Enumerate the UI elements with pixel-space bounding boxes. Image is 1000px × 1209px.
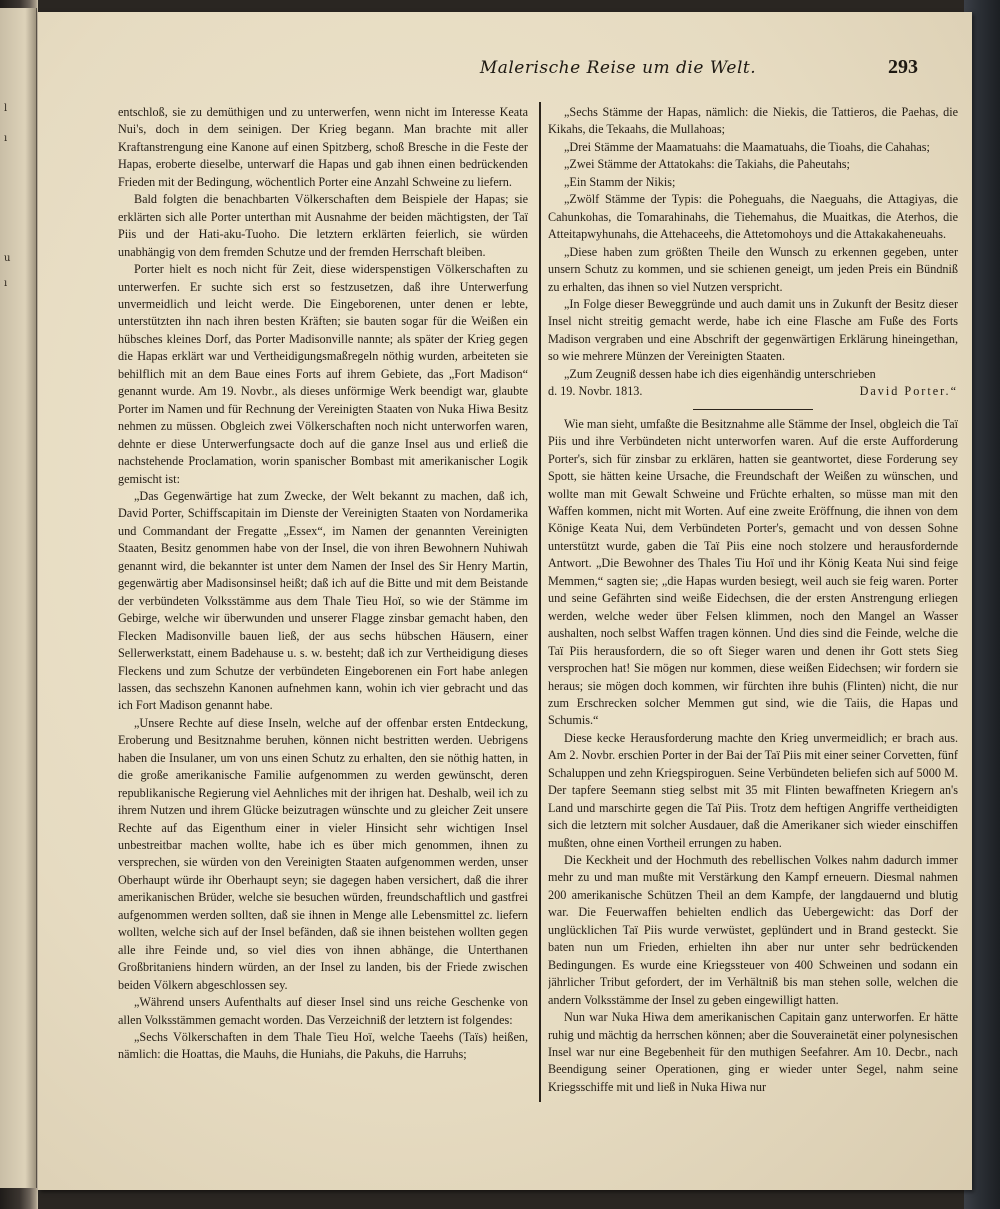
book-page <box>38 12 972 1190</box>
left-page-mark: ı <box>4 133 8 144</box>
running-title: Malerische Reise um die Welt. <box>479 58 757 78</box>
paragraph: Wie man sieht, umfaßte die Besitznahme alle Stämme der Insel, obgleich die Taï Piis und ihre Verbündeten nicht unterworfen waren. Auf die erste Aufforderung Porter's, sich für zinsbar zu erklären, hatten sie geantwortet, diese Forderung sey Spott, sie hätten keine Ursache, die Freundschaft der Weißen zu wünschen, und wollte man mit Gewalt Schweine und Früchte erhalten, so müsse man mit den Waffen kommen, nicht mit Worten. Auf eine zweite Eröffnung, die ihnen von dem Könige Keata Nui, dem Verbündeten Porter's, gemacht und von dessen Sohne unterstützt wurde, gaben die Taï Piis eine noch stolzere und herausfordernde Antwort. „Die Bewohner des Thales Tiu Hoï und ihr König Keata Nui sind feige Memmen,“ sagten sie; „die Hapas wurden besiegt, weil auch sie feig waren. Porter und seine Gefährten sind weiße Eidechsen, die der ersten Anstrengung erliegen werden, welche weder über Felsen klimmen, noch den Mangel an Wasser aushalten, noch selbst Waffen tragen können. Und dies sind die Feinde, welche die Taï Piis herausfordern, die so oft Sieger waren und denen ihr Gott stets Sieg versprochen hat! Sie mögen nur kommen, diese weißen Eidechsen; wir fordern sie heraus; sie mögen doch kommen, wir fürchten ihre buhis (Flinten) nicht, die nur zum Erschrecken solcher Memmen gut sind, wie die Taiis, die Hapas und Schumis.“ <box>548 416 958 728</box>
paragraph: „Sechs Stämme der Hapas, nämlich: die Niekis, die Tattieros, die Paehas, die Kikahs, die Tekaahs, die Mullahoas; <box>548 105 958 137</box>
paragraph: „Zum Zeugniß dessen habe ich dies eigenhändig unterschrieben <box>564 366 876 381</box>
paragraph: entschloß, sie zu demüthigen und zu unterwerfen, wenn nicht im Interesse Keata Nui's, doch in dem seinigen. Der Krieg begann. Man brachte mit aller Kraftanstrengung eine Kanone auf einen Spitzberg, schoß Bresche in die Feste der Hapas, eroberte dieselbe, unterwarf die Hapas und gab ihnen einen bedrückenden Frieden mit der Bedingung, wöchentlich Porter eine Anzahl Schweine zu liefern. <box>118 105 528 189</box>
paragraph: Die Keckheit und der Hochmuth des rebellischen Volkes nahm dadurch immer mehr zu und man mußte mit Verstärkung den Kampf erneuern. Diesmal nahmen 200 amerikanische Schützen Theil an dem Kampfe, der langdauernd und blutig war. Die Feuerwaffen behielten endlich das Uebergewicht: das Dorf der unglücklichen Taï Piis wurde verwüstet, geplündert und in Brand gesteckt. Sie baten nun um Frieden, erhielten ihn aber nur unter sehr bedrückenden Bedingungen. Es wurde eine Kriegssteuer von 400 Schweinen und sodann ein jährlicher Tribut gefordert, der im Verhältniß bis man stehen solle, welchen die andern Volksstämme der Insel zu geben eingewilligt hatten. <box>548 853 958 1007</box>
paragraph: „Zwölf Stämme der Typis: die Poheguahs, die Naeguahs, die Attagiyas, die Cahunkohas, die Tomarahinahs, die Tiehemahus, die Muaitkas, die Aterhos, die Atteitapwyhunahs, die Attehaceehs, die Attetomohoys und die Attakakaheneuahs. <box>548 192 958 242</box>
paragraph: „Unsere Rechte auf diese Inseln, welche auf der offenbar ersten Entdeckung, Eroberung und Besitznahme beruhen, können nicht bestritten werden. Uebrigens haben die Insulaner, um von uns einen Schutz zu erhalten, den sie nöthig hatten, in die große amerikanische Familie aufgenommen zu werden gewünscht, deren republikanische Regierung viel Aehnliches mit der ihrigen hat. Deshalb, weil ich zu ihrem Nutzen und ihrem Glücke beizutragen wünschte und zu gleicher Zeit unsere Rechte auf das Eigenthum einer in vieler Hinsicht sehr wichtigen Insel unbestreitbar machen wollte, habe ich es über mich genommen, ihnen zu versprechen, sie würden von den Vereinigten Staaten aufgenommen werden, unser Oberhaupt würde ihr Oberhaupt seyn; sie dagegen haben versichert, daß die ihrer amerikanischen Brüder, welche sie besuchen würden, freundschaftlich und gastfrei aufgenommen werden sollten, daß sie ihnen in Menge alle Lebensmittel zc. liefern wollten, welche sich auf der Insel befänden, daß sie ihnen beistehen wollten gegen alle ihre Feinde und, so viel dies von ihnen abhänge, die Unterthanen Großbritaniens hindern würden, an der Insel zu landen, bis der Friede zwischen beiden Völkern abgeschlossen sey. <box>118 715 528 992</box>
paragraph: „In Folge dieser Beweggründe und auch damit uns in Zukunft der Besitz dieser Insel nicht streitig gemacht werde, habe ich eine Flasche am Fuße des Forts Madison vergraben und eine Abschrift der gegenwärtigen Erklärung hineingethan, so wie mehrere Münzen der Vereinigten Staaten. <box>548 296 958 364</box>
page-number: 293 <box>888 56 918 78</box>
paragraph: „Das Gegenwärtige hat zum Zwecke, der Welt bekannt zu machen, daß ich, David Porter, Schiffscapitain im Dienste der Vereinigten Staaten von Nordamerika und Commandant der Fregatte „Essex“, im Namen der genannten Vereinigten Staaten, Besitz genommen habe von der Insel, die von ihren Bewohnern Nuhiwah genannt wird, die bekannter ist unter dem Namen der Insel des Sir Henry Martin, gegenwärtig aber Madisonsinsel heißt; daß ich auf die Bitte und mit dem Beistande der verbündeten Volksstämme aus dem Thale Tieu Hoï, so wie der Stämme im Gebirge, welche wir überwunden und unserer Flagge zinsbar gemacht haben, den Flecken Madisonville bauen ließ, der aus sechs hübschen Häusern, einer Sellerwerkstatt, einem Badehause u. s. w. besteht; daß ich zur Vertheidigung dieses Fleckens und zum Schutze der verbündeten Eingeborenen ein Fort habe anlegen lassen, das sechszehn Kanonen aufnehmen kann, wohin ich vier gebracht und das ich Fort Madison genannt habe. <box>118 488 528 713</box>
paragraph: Diese kecke Herausforderung machte den Krieg unvermeidlich; er brach aus. Am 2. Novbr. erschien Porter in der Bai der Taï Piis mit einer seiner Corvetten, fünf Schaluppen und zehn Kriegspiroguen. Seine Verbündeten beliefen sich auf 5000 M. Der tapfere Seemann stieg selbst mit 35 mit Flinten bewaffneten Kriegern an's Land und marschirte gegen die Taï Piis. Trotz dem heftigen Angriffe vertheidigten sich die letztern mit solcher Ausdauer, daß die Amerikaner sich wieder einschiffen mußten, ohne einen Vortheil errungen zu haben. <box>548 730 958 850</box>
left-page-mark: ı <box>4 278 8 289</box>
column-divider <box>539 102 541 1102</box>
paragraph: „Sechs Völkerschaften in dem Thale Tieu Hoï, welche Taeehs (Taïs) heißen, nämlich: die Hoattas, die Mauhs, die Huniahs, die Pakuhs, die Harruhs; <box>118 1030 528 1062</box>
paragraph: Nun war Nuka Hiwa dem amerikanischen Capitain ganz unterworfen. Er hätte ruhig und mächtig da herrschen können; aber die Souverainetät einer polynesischen Insel war nur eine Begebenheit für den muthigen Seefahrer. Am 10. Decbr., nach Beendigung seiner Operationen, ging er wieder unter Segel, nahm seine Kriegsschiffe mit und ließ in Nuka Hiwa nur <box>548 1010 958 1094</box>
paragraph: „Während unsers Aufenthalts auf dieser Insel sind uns reiche Geschenke von allen Volksstämmen gemacht worden. Das Verzeichniß der letztern ist folgendes: <box>118 995 528 1027</box>
paragraph: Porter hielt es noch nicht für Zeit, diese widerspenstigen Völkerschaften zu unterwerfen. Er suchte sich erst so festzusetzen, daß ihre Unterwerfung unvermeidlich und leicht werde. Die Eingeborenen, unter denen er lebte, unterstützten ihn nach ihren besten Kräften; sie bauten sogar für die Weißen ein hübsches kleines Dorf, das Porter Madisonville nannte; als später der Krieg gegen die Hapas erklärt war und Vertheidigungsmaßregeln nöthig wurden, arbeiteten sie behilflich mit an dem Baue eines Forts auf ihrem Gebiete, das „Fort Madison“ genannt wurde. Am 19. Novbr., als dieses unförmige Werk beendigt war, glaubte Porter im Namen und für Rechnung der Vereinigten Staaten von Nuka Hiwa Besitz nehmen zu müssen. Obgleich zwei Völkerschaften noch nicht unterworfen waren, dehnte er diese Unterwerfungsacte doch auf die ganze Insel aus und erließ die nachstehende Proclamation, worin spanischer Bombast mit amerikanischer Logik gemischt ist: <box>118 262 528 486</box>
left-column <box>118 104 528 1114</box>
paragraph: „Drei Stämme der Maamatuahs: die Maamatuahs, die Tioahs, die Cahahas; <box>564 139 930 154</box>
left-page-mark: l <box>4 103 8 114</box>
signature-line <box>548 383 958 400</box>
left-page-edge <box>0 8 37 1188</box>
paragraph: „Ein Stamm der Nikis; <box>564 174 676 189</box>
paragraph: „Diese haben zum größten Theile den Wunsch zu erkennen gegeben, unter unsern Schutz zu kommen, und sie schienen geneigt, um jeden Preis ein Bündniß zu erhalten, das ihnen so viel Nutzen verspricht. <box>548 244 958 294</box>
page-header <box>408 58 918 86</box>
paragraph: Bald folgten die benachbarten Völkerschaften dem Beispiele der Hapas; sie erklärten sich alle Porter unterthan mit Ausnahme der beiden mächtigsten, der Taï Piis und der Hati-aku-Tuoho. Die letztern erklärten feierlich, sie würden unabhängig von dem fremden Schutze und der fremden Herrschaft bleiben. <box>118 192 528 259</box>
section-separator <box>693 409 813 410</box>
signature-name: David Porter.“ <box>859 384 958 399</box>
left-page-mark: u <box>4 253 11 264</box>
signature-date: d. 19. Novbr. 1813. <box>548 384 643 399</box>
paragraph: „Zwei Stämme der Attatokahs: die Takiahs, die Paheutahs; <box>564 157 850 172</box>
right-column <box>548 104 958 1114</box>
